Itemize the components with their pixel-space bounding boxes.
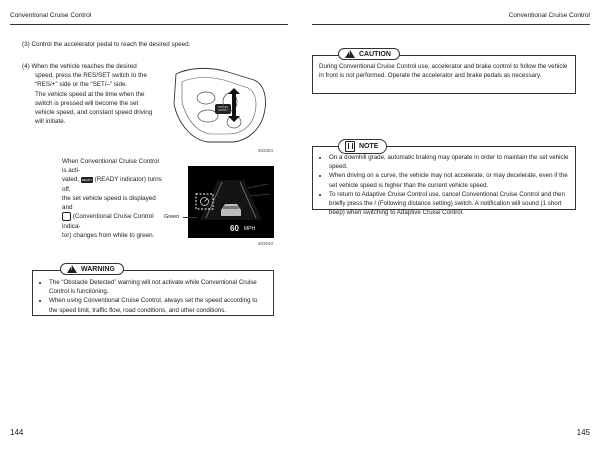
meter-display-illustration [188, 166, 274, 238]
warning-item: • The “Obstacle Detected” warning will not activate while Conventional Cruise Control is functioning. [49, 278, 267, 296]
note-title: NOTE [359, 143, 379, 150]
step-4-line: vehicle speed, and constant speed driving [35, 109, 153, 117]
paragraph-line: tor) changes from white to green. [62, 231, 155, 239]
header-rule-left [10, 24, 288, 25]
note-tag [338, 139, 387, 154]
header-right-title: Conventional Cruise Control [508, 12, 590, 19]
display-speed-value: 60 [230, 224, 239, 233]
warning-triangle-icon [67, 265, 77, 273]
page-number-right: 145 [576, 428, 590, 437]
note-book-icon [345, 141, 355, 152]
steering-switch-illustration [168, 64, 280, 146]
step-4-line: The vehicle speed at the time when the [35, 90, 145, 98]
warning-item: • When using Conventional Cruise Control, always set the speed according to the speed limit, traffic flow, road conditions, and other conditions. [49, 296, 267, 314]
caution-triangle-icon [345, 50, 355, 58]
caution-text: During Conventional Cruise Control use, accelerator and brake control to follow the vehicle in front is not performed. Operate the accelerator and brake pedals as necessary. [319, 63, 568, 80]
cruise-control-indicator-icon [62, 212, 71, 221]
ready-indicator-icon: READY [81, 177, 93, 182]
step-3: (3) Control the accelerator pedal to reach the desired speed. [22, 41, 191, 48]
page-number-left: 144 [10, 428, 24, 437]
caution-tag [338, 48, 400, 60]
figure-2-code: 603040 [258, 241, 274, 246]
step-4-line: switch is pressed will become the set [35, 99, 139, 107]
header-rule-right [312, 24, 590, 25]
caution-title: CAUTION [359, 50, 391, 58]
caution-box [312, 55, 576, 94]
step-4-line: will initiate. [35, 118, 66, 126]
step-4-line: (4) When the vehicle reaches the desired [22, 63, 137, 70]
cruise-activation-paragraph [62, 157, 162, 240]
step-4 [22, 62, 157, 126]
paragraph-line: When Conventional Cruise Control is acti- [62, 158, 159, 175]
warning-box [32, 270, 274, 316]
paragraph-line: (Conventional Cruise Control indica- [62, 213, 154, 230]
green-callout-label: Green [164, 214, 180, 220]
note-item: • When driving on a curve, the vehicle may not accelerate, or may decelerate, even if the set vehicle speed is higher than the current vehicle speed. [329, 171, 569, 189]
note-box [312, 146, 576, 217]
note-item: • To return to Adaptive Cruise Control use, cancel Conventional Cruise Control and then briefly press the / (Following distance setting) switch. A notification will sound (1 short beep) when switching to Adaptive Cruise Control. [329, 190, 569, 218]
paragraph-line-start: vated, [62, 176, 80, 184]
warning-tag [60, 263, 124, 275]
step-4-line: speed, press the RES/SET switch to the [35, 72, 147, 80]
warning-title: WARNING [81, 265, 115, 273]
paragraph-line: the set vehicle speed is displayed and [62, 194, 156, 212]
note-item: • On a downhill grade, automatic braking may operate in order to maintain the set vehicle speed. [329, 153, 569, 171]
header-left-title: Conventional Cruise Control [10, 12, 92, 19]
step-4-line: “RES/+” side or the “SET/–” side. [35, 81, 128, 89]
green-callout-line [183, 217, 197, 218]
paragraph-line: vated, READY (READY indicator) turns off, [62, 176, 162, 193]
figure-1-code: 603384 [258, 148, 274, 153]
display-speed-unit: MPH [244, 226, 256, 232]
